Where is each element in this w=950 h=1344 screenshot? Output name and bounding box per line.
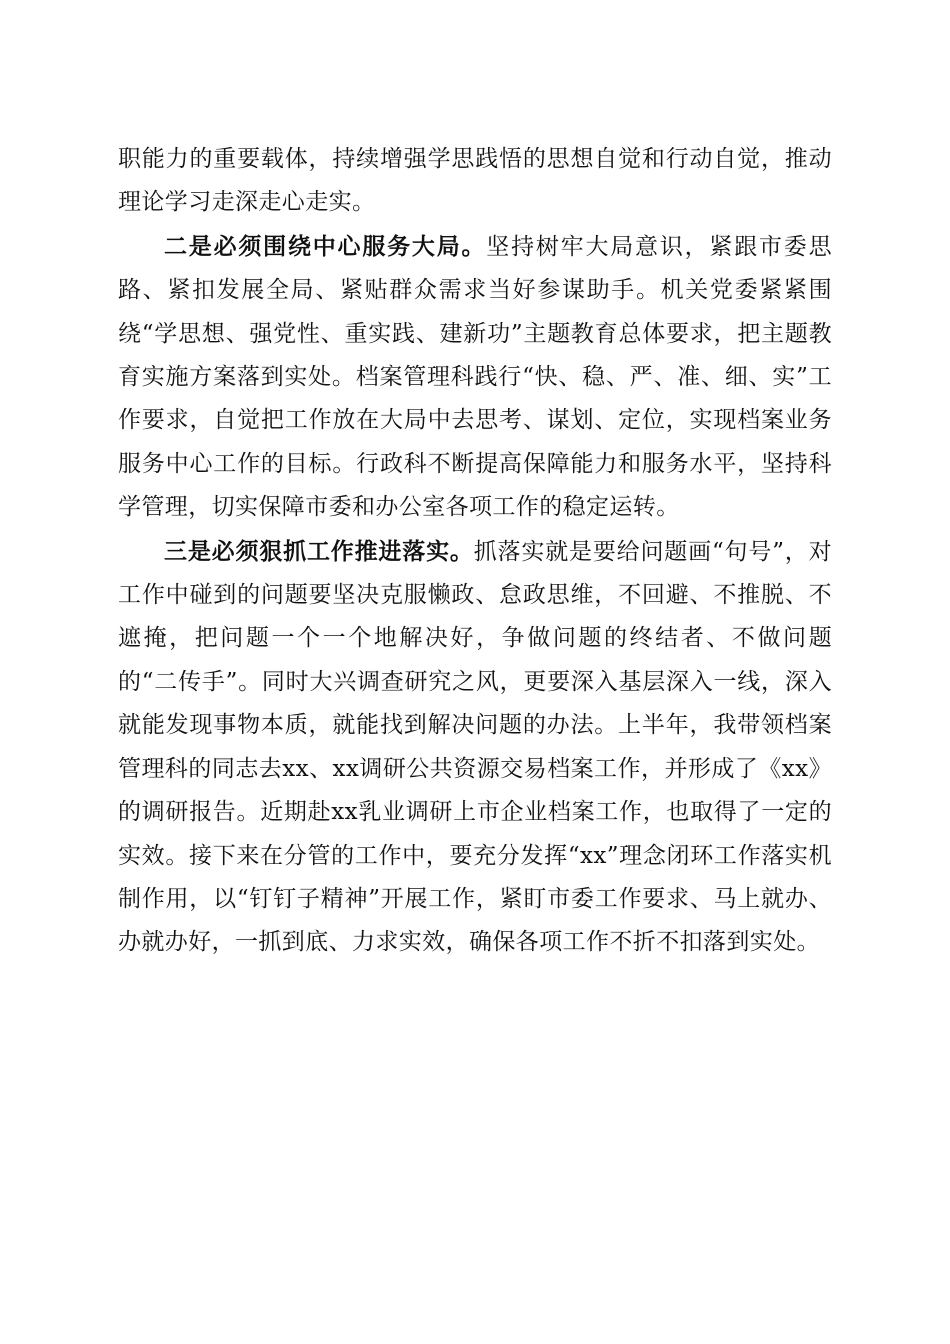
paragraph-heading: 三是必须狠抓工作推进落实。 — [164, 537, 474, 565]
paragraph-serve-overall — [118, 225, 832, 530]
paragraph-continuation — [118, 138, 832, 225]
paragraph-text: 抓落实就是要给问题画“句号”，对工作中碰到的问题要坚决克服懒政、怠政思维，不回避、不推脱、不遮掩，把问题一个一个地解决好，争做问题的终结者、不做问题的“二传手”。同时大兴调查研究之风，更要深入基层深入一线，深入就能发现事物本质，就能找到解决问题的办法。上半年，我带领档案管理科的同志去xx、xx调研公共资源交易档案工作，并形成了《xx》的调研报告。近期赴xx乳业调研上市企业档案工作，也取得了一定的实效。接下来在分管的工作中，要充分发挥“xx”理念闭环工作落实机制作用，以“钉钉子精神”开展工作，紧盯市委工作要求、马上就办、办就办好，一抓到底、力求实效，确保各项工作不折不扣落到实处。 — [118, 538, 832, 956]
document-body — [118, 138, 832, 965]
paragraph-text: 职能力的重要载体，持续增强学思践悟的思想自觉和行动自觉，推动理论学习走深走心走实。 — [118, 146, 832, 216]
paragraph-implementation — [118, 530, 832, 965]
paragraph-text: 坚持树牢大局意识，紧跟市委思路、紧扣发展全局、紧贴群众需求当好参谋助手。机关党委紧紧围绕“学思想、强党性、重实践、建新功”主题教育总体要求，把主题教育实施方案落到实处。档案管理科践行“快、稳、严、准、细、实”工作要求，自觉把工作放在大局中去思考、谋划、定位，实现档案业务服务中心工作的目标。行政科不断提高保障能力和服务水平，坚持科学管理，切实保障市委和办公室各项工作的稳定运转。 — [118, 233, 832, 521]
paragraph-heading: 二是必须围绕中心服务大局。 — [164, 232, 487, 260]
